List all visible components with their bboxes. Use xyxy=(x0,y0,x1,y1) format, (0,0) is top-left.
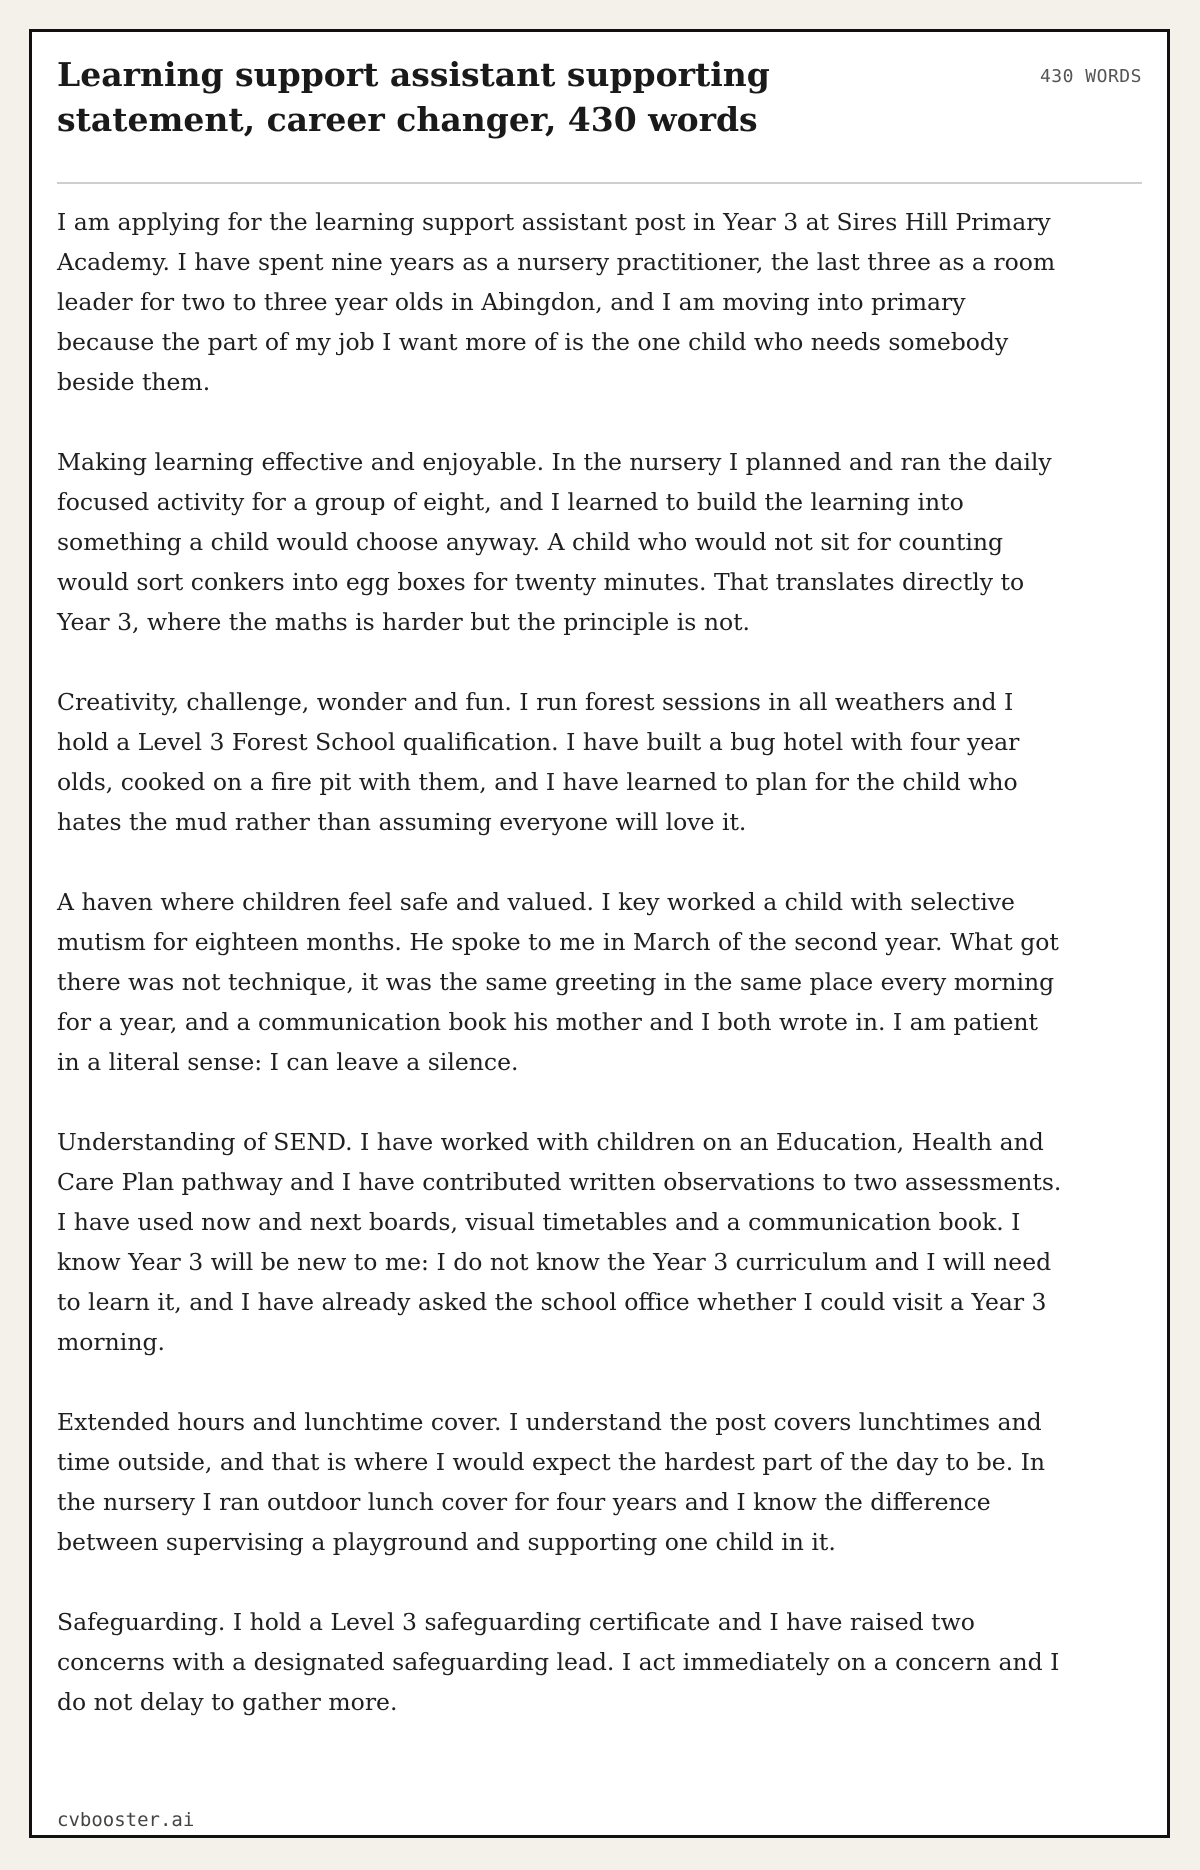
footer-brand: cvbooster.ai xyxy=(57,1809,195,1831)
paragraph-safeguarding: Safeguarding. I hold a Level 3 safeguarding certificate and I have raised two concerns with a designated safeguarding lead. I act immediately on a concern and I do not delay to gather more. xyxy=(57,1608,1060,1716)
paragraph-safe-haven: A haven where children feel safe and valued. I key worked a child with selective mutism for eighteen months. He spoke to me in March of the second year. What got there was not technique, it was the same greeting in the same place every morning for a year, and a communication book his mother and I both wrote in. I am patient in a literal sense: I can leave a silence. xyxy=(57,888,1059,1076)
paragraph-effective-learning: Making learning effective and enjoyable. In the nursery I planned and ran the daily focused activity for a group of eight, and I learned to build the learning into something a child would choose anyway. A child who would not sit for counting would sort conkers into egg boxes for twenty minutes. That translates directly to Year 3, where the maths is harder but the principle is not. xyxy=(57,448,1052,636)
word-count-badge: 430 WORDS xyxy=(1039,66,1142,87)
paragraph-extended-hours: Extended hours and lunchtime cover. I understand the post covers lunchtimes and time outside, and that is where I would expect the hardest part of the day to be. In the nursery I ran outdoor lunch cover for four years and I know the difference between supervising a playground and supporting one child in it. xyxy=(57,1408,1046,1556)
paragraph-creativity: Creativity, challenge, wonder and fun. I run forest sessions in all weathers and I hold a Level 3 Forest School qualification. I have built a bug hotel with four year olds, cooked on a fire pit with them, and I have learned to plan for the child who hates the mud rather than assuming everyone will love it. xyxy=(57,688,1020,836)
paragraph-intro: I am applying for the learning support assistant post in Year 3 at Sires Hill Primary Academy. I have spent nine years as a nursery practitioner, the last three as a room leader for two to three year olds in Abingdon, and I am moving into primary because the part of my job I want more of is the one child who needs somebody beside them. xyxy=(57,208,1056,396)
statement-body xyxy=(57,202,1067,1722)
paragraph-send: Understanding of SEND. I have worked with children on an Education, Health and Care Plan pathway and I have contributed written observations to two assessments. I have used now and next boards, visual timetables and a communication book. I know Year 3 will be new to me: I do not know the Year 3 curriculum and I will need to learn it, and I have already asked the school office whether I could visit a Year 3 morning. xyxy=(57,1128,1062,1356)
statement-title: Learning support assistant supporting statement, career changer, 430 words xyxy=(57,55,770,139)
statement-header xyxy=(57,52,1142,162)
header-divider xyxy=(57,182,1142,184)
statement-card xyxy=(29,29,1170,1838)
